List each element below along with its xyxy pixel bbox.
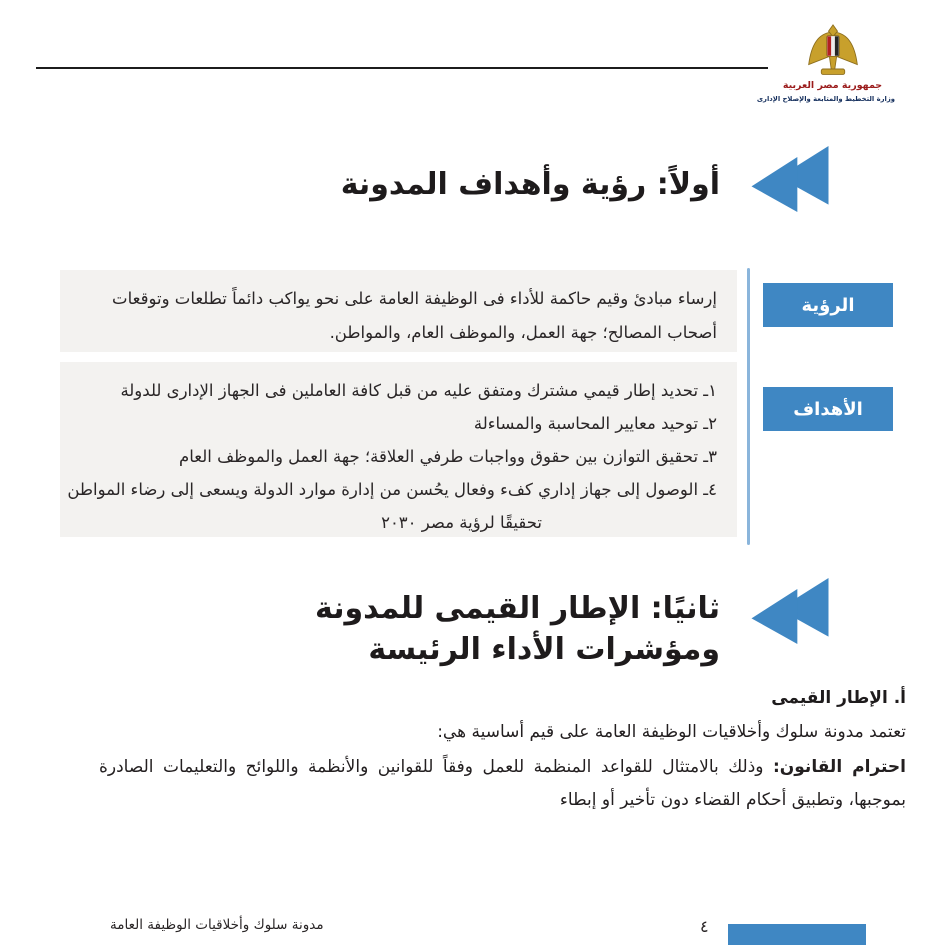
values-intro-line: تعتمد مدونة سلوك وأخلاقيات الوظيفة العامة على قيم أساسية هي: <box>437 722 906 742</box>
goal-item: ٤ـ الوصول إلى جهاز إداري كفء وفعال يحُسن من إدارة موارد الدولة ويسعى إلى رضاء المواطن <box>67 480 717 499</box>
vision-text-line: إرساء مبادئ وقيم حاكمة للأداء فى الوظيفة العامة على نحو يواكب دائماً تطلعات وتوقعات <box>112 289 717 308</box>
goal-item: ٣ـ تحقيق التوازن بين حقوق وواجبات طرفي العلاقة؛ جهة العمل والموظف العام <box>179 447 717 466</box>
goals-label: الأهداف <box>763 387 893 431</box>
vision-label: الرؤية <box>763 283 893 327</box>
double-arrow-rewind-icon <box>748 578 832 644</box>
goal-item: ١ـ تحديد إطار قيمي مشترك ومتفق عليه من قبل كافة العاملين فى الجهاز الإدارى للدولة <box>120 381 717 400</box>
section-vertical-rule <box>747 268 750 545</box>
section1-heading: أولاً: رؤية وأهداف المدونة <box>340 167 720 203</box>
goal-item: ٢ـ توحيد معايير المحاسبة والمساءلة <box>473 414 717 433</box>
section2-heading-line1: ثانيًا: الإطار القيمى للمدونة <box>315 591 720 627</box>
egypt-eagle-emblem-icon <box>770 24 895 78</box>
subsection-title: أ. الإطار القيمى <box>771 688 906 708</box>
double-arrow-rewind-icon <box>748 146 832 212</box>
vision-text-box <box>60 270 737 352</box>
value-definition-paragraph <box>99 751 906 817</box>
value-framework-section <box>99 688 906 817</box>
goals-text-box <box>60 362 737 537</box>
footer-document-title: مدونة سلوك وأخلاقيات الوظيفة العامة <box>110 917 324 933</box>
logo-country-text: جمهورية مصر العربية <box>782 80 883 91</box>
section2-heading <box>60 588 720 670</box>
value-term: احترام القانون: <box>772 757 906 777</box>
vision-text-line: أصحاب المصالح؛ جهة العمل، والموظف العام، والمواطن. <box>329 323 717 342</box>
goal-item-continuation: تحقيقًا لرؤية مصر ٢٠٣٠ <box>381 513 542 532</box>
footer-accent-bar <box>728 924 866 945</box>
value-definition-text: وذلك بالامتثال للقواعد المنظمة للعمل وفقاً للقوانين والأنظمة واللوائح والتعليمات الصادرة بموجبها، وتطبيق أحكام القضاء دون تأخير أو إبطاء <box>99 757 906 810</box>
header-rule <box>36 67 768 69</box>
ministry-logo <box>756 24 895 103</box>
section2-heading-line2: ومؤشرات الأداء الرئيسة <box>368 632 720 668</box>
page-number: ٤ <box>700 917 709 936</box>
logo-ministry-text: وزارة التخطيط والمتابعة والإصلاح الإدارى <box>756 95 895 103</box>
